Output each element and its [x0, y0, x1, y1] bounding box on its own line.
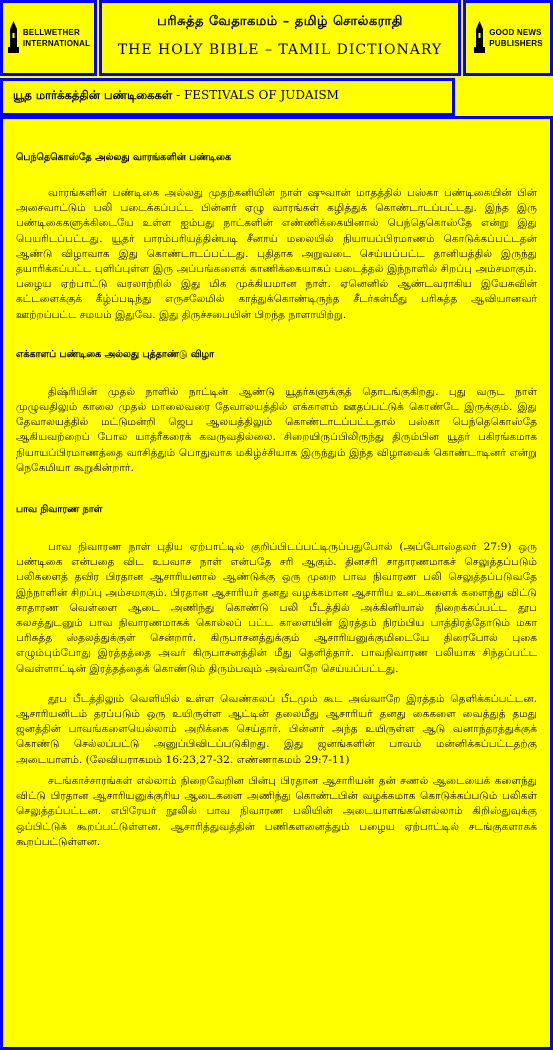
article-body	[0, 116, 553, 1050]
dictionary-title	[99, 0, 461, 76]
section-title-pentecost: பெந்தெகொஸ்தே அல்லது வாரங்களின் பண்டிகை	[16, 152, 232, 163]
bellwether-logo	[0, 0, 97, 76]
tower-icon	[473, 21, 486, 55]
bell-tower-icon	[7, 21, 20, 55]
section-header-english: - FESTIVALS OF JUDAISM	[172, 88, 339, 102]
section-title-atonement: பாவ நிவாரண நாள்	[16, 504, 103, 516]
paragraph: சடங்காச்சாரங்கள் எல்லாம் நிறைவேறின பின்பு பிரதான ஆசாரியன் தன் சணல் ஆடையைக் களைந்து விட்டு பிரதான ஆசாரியனுக்குரிய ஆடைகளை அணிந்து கொண்டபின் வழக்கமாக கொடுக்கப்படும் பலிகள் செலுத்தப்பட்டன. எபிரேயர் நூலில் பாவ நிவாரண பலியின் அடையாளங்களெல்லாம் கிறிஸ்துவுக்கு ஒப்பிட்டுக் கூறப்பட்டுள்ளன. ஆசாரித்துவத்தின் பணிகளனைத்தும் பழைய ஏற்பாட்டில் சடங்குகளாகக் கூறப்பட்டுள்ளன.	[16, 774, 537, 848]
paragraph: திஷ்ரியின் முதல் நாளில் நாட்டின் ஆண்டு யூதர்களுக்குத் தொடங்குகிறது. புது வருட நாள் முழுவதிலும் காலை முதல் மாலைவரை தேவாலயத்தில் எக்காளம் ஊதப்பட்டுக் கொண்டே இருக்கும். இது தேவாலயத்தில் மட்டுமன்றி ஜெப ஆலயத்திலும் கொண்டாடப்பட்டதால் பஸ்கா பெந்தெகொஸ்தே ஆகியவற்றைப் போல யாத்ரீகரைக் கவருவதில்லை. சிறையிருப்பிலிருந்து திரும்பின யூதர் பகிரங்கமாக நியாயப்பிரமாணத்தை வாசித்தும் பொதுவாக மகிழ்ச்சியாக இருந்தும் இந்த விழாவைக் கொண்டாடினர் என்று நெகேமியா கூறுகின்றார்.	[16, 385, 537, 474]
title-english: THE HOLY BIBLE – TAMIL DICTIONARY	[117, 42, 443, 58]
paragraph: தூப பீடத்திலும் வெளியில் உள்ள வெண்கலப் பீடமும் கூட அவ்வாறே இரத்தம் தெளிக்கப்பட்டன. ஆசாரியனிடம் தரப்படும் ஒரு உயிருள்ள ஆட்டின் தலைமீது ஆசாரியர் தனது கைகளை வைத்துத் தமது ஜனத்தின் பாவங்களையெல்லாம் அறிக்கை செய்தார். பின்னர் அந்த உயிருள்ள ஆடு வனாந்தரத்துக்குக் கொண்டு செல்லப்பட்டு அனுப்பிவிடப்படுகிறது. இது ஜனங்களின் பாவம் மன்னிக்கப்பட்டதற்கு அடையாளம். (லேவியராகமம் 16:23,27-32. எண்ணாகமம் 29:7-11)	[16, 692, 537, 766]
logo-line: BELLWETHER	[22, 28, 80, 37]
section-title-trumpets: எக்காளப் பண்டிகை அல்லது புத்தாண்டு விழா	[16, 348, 215, 360]
good-news-logo	[463, 0, 553, 76]
logo-line: GOOD NEWS	[489, 28, 542, 37]
title-tamil: பரிசுத்த வேதாகமம் – தமிழ் சொல்கராதி	[157, 14, 403, 29]
section-header	[0, 78, 455, 116]
logo-line: PUBLISHERS	[489, 39, 543, 48]
section-header-tamil: யூத மார்க்கத்தின் பண்டிகைகள்	[13, 88, 173, 102]
paragraph: பாவ நிவாரண நாள் புதிய ஏற்பாட்டில் குறிப்பிடப்பட்டிருப்பதுபோல் (அப்போஸ்தலர் 27:9) ஒரு பண்டிகை என்பதை விட உபவாச நாள் என்பதே சரி ஆகும். தினசரி சாதாரணமாகச் செலுத்தப்படும் பலிகளைத் தவிர பிரதான ஆசாரியனால் ஆண்டுக்கு ஒரு முறை பாவ நிவாரண பலி செலுத்தப்படுவதே இந்நாளின் சிறப்பு அம்சமாகும். பிரதான ஆசாரியர் தனது வழக்கமான ஆசாரிய உடைகளைக் களைந்து விட்டு சாதாரண வெள்ளை ஆடை அணிந்து கொண்டு பலி பீடத்தில் அக்கினியால் நிறைக்கப்பட்ட தூப கலசத்துடனும் பாவ நிவாரணமாகக் கொல்லப் பட்ட காளையின் இரத்தம் நிரம்பிய பாத்திரத்தோடும் மகா பரிசுத்த ஸ்தலத்துக்குள் சென்றார். கிருபாசனத்துக்கும் ஆசாரியனுக்குமிடையே திரைபோல் புகை எழும்பும்போது இரத்தத்தை அவர் கிருபாசனத்தின் மீது தெளித்தார். பாவநிவாரண பலியாக சிந்தப்பட்ட வெள்ளாட்டின் இரத்தத்தைக் கொண்டும் திரும்பவும் அவ்வாறே செய்யப்பட்டது.	[16, 541, 537, 675]
paragraph: வாரங்களின் பண்டிகை அல்லது முதற்கனியின் நாள் ஷுவான் மாதத்தில் பஸ்கா பண்டிகையின் பின் அசைவாட்டும் பலி படைக்கப்பட்ட பின்னர் ஏழு வாரங்கள் கழித்துக் கொண்டாடப்பட்டது. இந்த இரு பண்டிகைகளுக்கிடையே உள்ள ஐம்பது நாட்களின் எண்ணிக்கையினால் பெந்தெகொஸ்தே என்று இது பெயரிடப்பட்டது. யூதர் பாரம்பரியத்தின்படி சீனாய் மலையில் நியாயப்பிரமாணம் கொடுக்கப்பட்டதன் ஆண்டு விழாவாக இது கொண்டாடப்பட்டது. புதிதாக அறுவடை செய்யப்பட்ட தானியத்தில் இருந்து தயாரிக்கப்பட்ட புளிப்புள்ள இரு அப்பங்களைக் காணிக்கையாகப் படைத்தல் இந்நாளில் சிறப்பு அம்சமாகும். பழைய ஏற்பாட்டு வரலாற்றில் இது மிக முக்கியமான நாள். ஏனெனில் ஆண்டவராகிய இயேசுவின் கட்டளைக்குக் கீழ்ப்படிந்து எருசலேமில் காத்துக்கொண்டிருந்த சீடர்கள்மீது பரிசுத்த ஆவியானவர் ஊற்றப்பட்ட சமயம் இதுவே. இது திருச்சபையின் பிறந்த நாளாயிற்று.	[16, 187, 537, 321]
logo-line: INTERNATIONAL	[22, 39, 91, 48]
